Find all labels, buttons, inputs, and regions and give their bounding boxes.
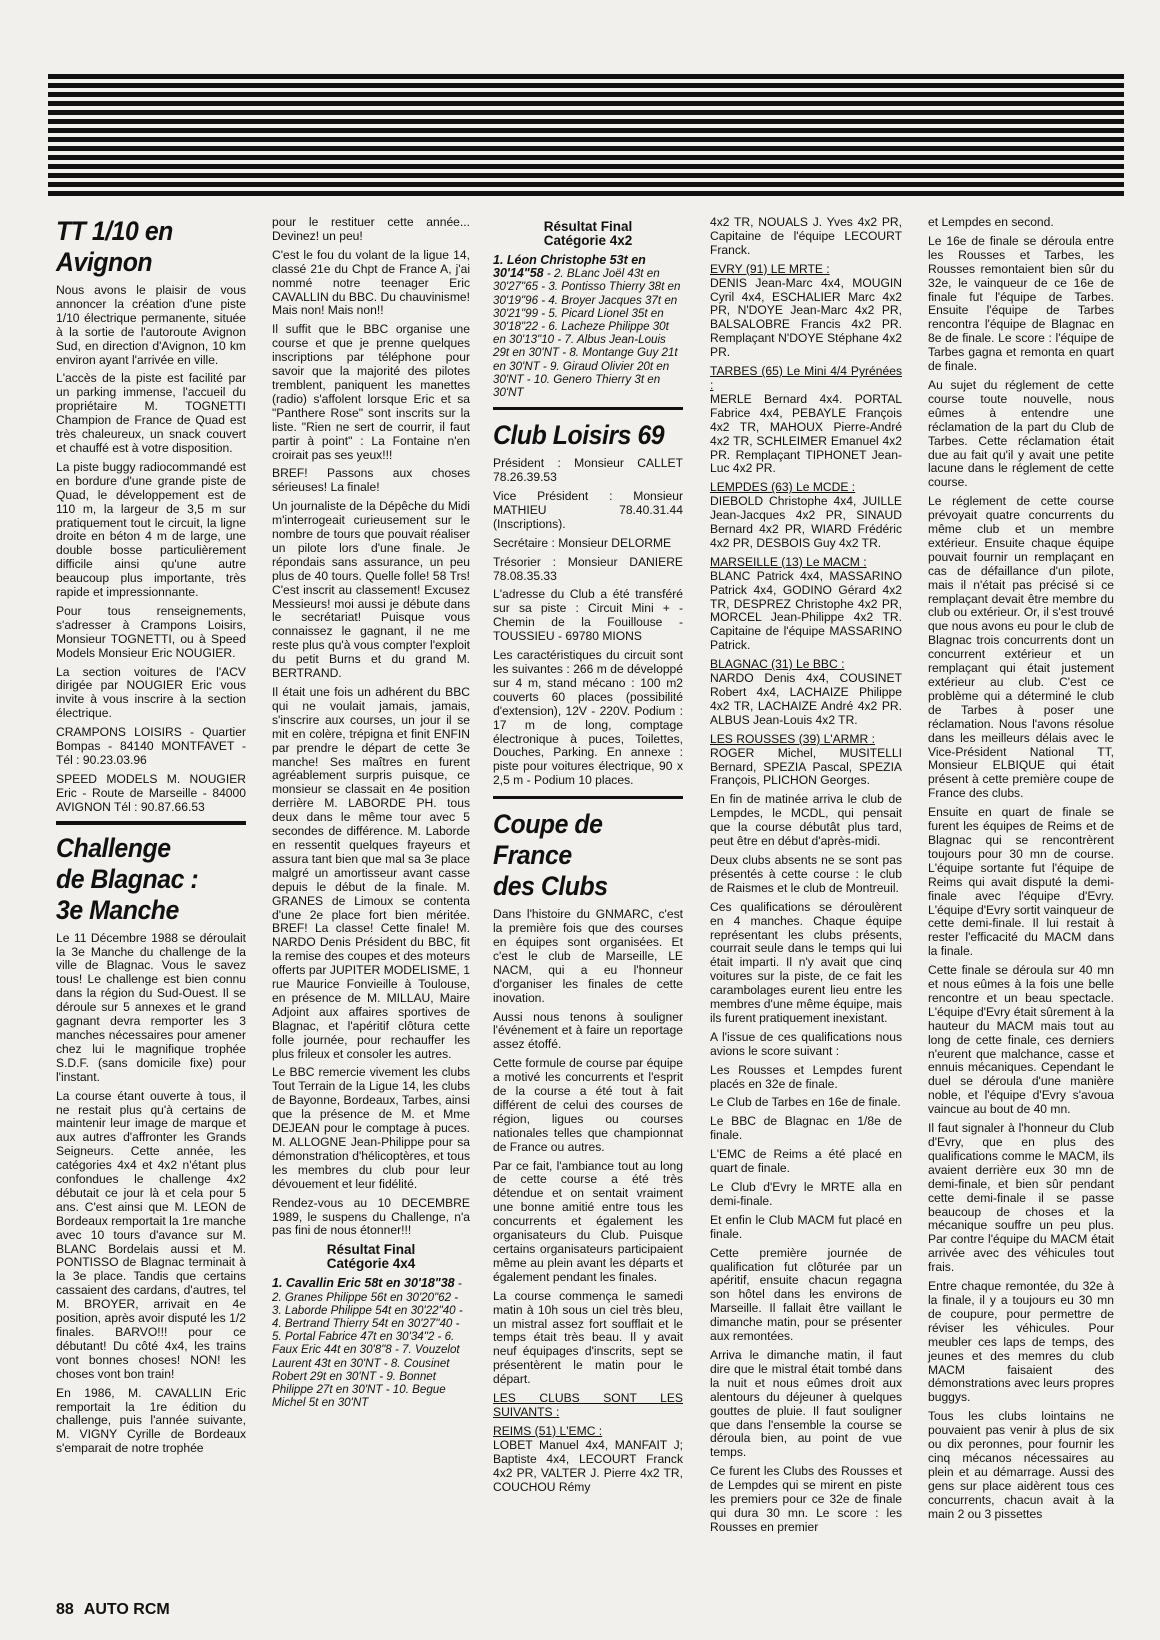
magazine-name: AUTO RCM (83, 1601, 170, 1618)
divider (56, 821, 246, 825)
paragraph: Le Club de Tarbes en 16e de finale. (710, 1095, 901, 1110)
paragraph: Secrétaire : Monsieur DELORME (493, 535, 672, 550)
paragraph: Arriva le dimanche matin, il faut dire que le mistral était tombé dans la nuit et nous eûmes droit aux alentours du déjeuner à quelques gouttes de pluie. Il faut souligner que dans l'ensemble la course se déroula bien, au point de vue temps. (710, 1347, 902, 1460)
article-title-blagnac: Challenge de Blagnac : 3e Manche (56, 832, 199, 925)
results-winner: 1. Cavallin Eric 58t en 30'18"38 (272, 1276, 455, 1291)
results-4x4 (272, 1277, 470, 1409)
paragraph: Les Rousses et Lempdes furent placés en 32e de finale. (710, 1062, 902, 1091)
paragraph: Le BBC remercie vivement les clubs Tout Terrain de la Ligue 14, les clubs de Bayonne, Bordeaux, Tarbes, ainsi que la présence de M. et Mme DEJEAN pour le comptage à puces. M. ALLOGNE Jean-Philippe pour sa démonstration d'hélicoptères, et tous les membres du club pour leur dévouement et leur fidélité. (272, 1065, 470, 1191)
paragraph: Président : Monsieur CALLET 78.26.39.53 (493, 456, 683, 485)
divider (493, 407, 683, 410)
paragraph: Trésorier : Monsieur DANIERE 78.08.35.33 (493, 554, 683, 583)
article-title-avignon: TT 1/10 en Avignon (56, 216, 173, 277)
article-title-club-loisirs: Club Loisirs 69 (493, 420, 665, 451)
column-5 (928, 216, 1114, 1526)
paragraph: L'accès de la piste est facilité par un parking immense, l'accueil du propriétaire M. TOGNETTI Champion de France de Quad est très chaleureux, un snack couvert et chauffé est à votre disposition. (56, 371, 246, 455)
paragraph: La piste buggy radiocommandé est en bordure d'une grande piste de Quad, le développement est de 110 m, la largeur de 3,5 m sur pratiquement tout le circuit, la ligne droite en béton 4 m de large, une double bosse particulièrement difficile ainsi qu'une autre beaucoup plus importante, très rapide et impressionnante. (56, 459, 246, 600)
page-footer (56, 1601, 180, 1619)
club-members: LOBET Manuel 4x4, MANFAIT J; Baptiste 4x4, LECOURT Franck 4x2 PR, VALTER J. Pierre 4x2 TR, COUCHOU Rémy (493, 1437, 683, 1494)
paragraph: L'EMC de Reims a été placé en quart de finale. (710, 1147, 902, 1176)
paragraph: Ensuite en quart de finale se furent les équipes de Reims et de Blagnac qui se rencontrèrent toujours pour 30 mn de course. L'équipe sortante fut l'équipe de Reims qui avait disputé la demi-finale avec l'équipe d'Evry. L'équipe d'Evry sortit vainqueur de cette demi-finale. Il lui restait à rester l'efficacité du MACM dans la finale. (928, 805, 1114, 959)
club-members: BLANC Patrick 4x4, MASSARINO Patrick 4x4, GODINO Gérard 4x2 TR, DESPREZ Christophe 4x2 PR, MORCEL Jean-Philippe 4x2 TR. Capitaine de l'équipe MASSARINO Patrick. (710, 568, 902, 653)
paragraph: Ce furent les Clubs des Rousses et de Lempdes qui se mirent en piste les premiers pour ce 32e de finale qui dura 30 mn. Le score : les Rousses en premier (710, 1464, 902, 1534)
club-name: REIMS (51) L'EMC : (493, 1423, 603, 1438)
paragraph: Tous les clubs lointains ne pouvaient pas venir à plus de six ou dix peronnes, pour fournir les cinq mécanos nécessaires au plein et au démarrage. Aussi des gens sur place aidèrent tous ces concurrents, chacun avait à la main 2 ou 3 pissettes (928, 1409, 1114, 1521)
clubs-heading: LES CLUBS SONT LES SUIVANTS : (493, 1391, 683, 1419)
column-2 (272, 216, 470, 1409)
paragraph: Il suffit que le BBC organise une course et que je prenne quelques inscriptions par téléphone pour savoir que la majorité des pilotes tremblent, paniquent les manettes (radio) s'affolent lorsque Eric et sa "Panthere Rose" sont inscrits sur la liste. "Rien ne sert de courrir, il faut partir à point" : La Fontaine n'en croirait pas ses yeux!!! (272, 322, 470, 462)
results-title-4x2: Résultat Final Catégorie 4x2 (543, 219, 633, 248)
paragraph: Le Club d'Evry le MRTE alla en demi-finale. (710, 1180, 902, 1208)
club-members: DIEBOLD Christophe 4x4, JUILLE Jean-Jacques 4x2 PR, SINAUD Bernard 4x2 PR, WIARD Frédéric 4x2 PR, DESBOIS Guy 4x2 TR. (710, 494, 902, 550)
paragraph: Le réglement de cette course prévoyait quatre concurrents du même club et un membre extérieur. Ensuite chaque équipe pouvait fournir un remplaçant en cas de défaillance d'un pilote, mais il n'était pas précisé si ce remplaçant devait être membre du club ou extérieur. Or, il s'est trouvé que nous avons eu pour le club de Blagnac trois concurrents dont un concurrent extérieur et un remplaçant qui était justement extérieur au club. C'est ce problème qui a déterminé le club de Tarbes à poser une réclamation. Nous l'avons résolue dans les meilleurs délais avec le Vice-Président National TT, Monsieur ELBIQUE qui était présent à cette première coupe de France des clubs. (928, 494, 1114, 801)
results-4x2 (493, 254, 683, 399)
column-4 (710, 216, 902, 1540)
paragraph: A l'issue de ces qualifications nous avions le score suivant : (710, 1029, 902, 1058)
paragraph: Entre chaque remontée, du 32e à la finale, il y a toujours eu 30 mn de coupure, pour permettre de réviser les véhicules. Pour meubler ces laps de temps, des jeunes et des memres du club MACM faisaient des démonstrations avec leurs propres buggys. (928, 1279, 1114, 1405)
paragraph: Nous avons le plaisir de vous annoncer la création d'une piste 1/10 électrique permanente, située à la sortie de l'autoroute Avignon Sud, en direction d'Avignon, 10 km environ ayant l'arrivée en ville. (56, 283, 246, 367)
paragraph: L'adresse du Club a été transféré sur sa piste : Circuit Mini + - Chemin de la Fouillouse - TOUSSIEU - 69780 MIONS (493, 587, 683, 644)
club-name: TARBES (65) Le Mini 4/4 Pyrénées : (710, 364, 902, 392)
page-number: 88 (56, 1601, 74, 1618)
club-members: 4x2 TR, NOUALS J. Yves 4x2 PR, Capitaine de l'équipe LECOURT Franck. (710, 215, 902, 257)
paragraph: Cette formule de course par équipe a motivé les concurrents et l'esprit de la course a été tout à fait différent de celui des courses de région, ligues ou courses nationales telles que championnat de France ou autres. (493, 1056, 683, 1154)
results-winner: 1. Léon Christophe 53t en 30'14"58 (493, 253, 646, 281)
paragraph: et Lempdes en second. (928, 215, 1054, 229)
paragraph: Deux clubs absents ne se sont pas présentés à cette course : le club de Raismes et le club de Montreuil. (710, 852, 902, 895)
paragraph: La course étant ouverte à tous, il ne restait plus qu'à certains de maintenir leur image de marque et aux autres d'affronter les Grands Seigneurs. Cette année, les catégories 4x4 et 4x2 n'étant plus confondues le challenge 4x2 débutait ce jour là et cela pour 5 ans. C'est ainsi que M. LEON de Bordeaux remportait la 1re manche avec 10 tours d'avance sur M. BLANC Bordelais aussi et M. PONTISSO de Blagnac terminait à la 3e place. Tandis que certains cassaient des cardans, d'autres, tel M. BROYER, arrivait en 4e position, après avoir disputé les 1/2 finales. BARVO!!! pour ce débutant! Du côté 4x4, les trains vont bonnes choses! NON! les choses vont bon train! (56, 1088, 246, 1381)
column-1 (56, 216, 246, 1461)
address-speed-models: SPEED MODELS M. NOUGIER Eric - Route de Marseille - 84000 AVIGNON Tél : 90.87.66.53 (56, 771, 246, 814)
paragraph: Un journaliste de la Dépêche du Midi m'interrogeait curieusement sur le nombre de tours que pouvait réaliser un pilote lors d'une finale. Je répondais sans assurance, un peu plus de 40 tours. Quelle folle! 58 Trs! C'est inscrit au classement! Excusez Messieurs! moi aussi je débute dans le secrétariat! Puisque vous connaissez le gagnant, il ne me reste plus qu'à vous compter l'exploit du petit Burns et du grand M. BERTRAND. (272, 499, 470, 681)
paragraph: C'est le fou du volant de la ligue 14, classé 21e du Chpt de France A, j'ai nommé notre teenager Eric CAVALLIN du BBC. Du chauvinisme! Mais non! Mais non!! (272, 247, 470, 318)
club-name: LEMPDES (63) Le MCDE : (710, 480, 856, 495)
club-name: MARSEILLE (13) Le MACM : (710, 554, 867, 569)
paragraph: Cette première journée de qualification fut clôturée par un apéritif, ensuite chacun regagna son hôtel dans les environs de Marseille. Il fallait être vaillant le dimanche matin, pour se présenter aux remontées. (710, 1245, 902, 1344)
paragraph: Le 16e de finale se déroula entre les Rousses et Tarbes, les Rousses remontaient bien sûr du 32e, le vainqueur de ce 16e de finale fut l'équipe de Tarbes. Ensuite l'équipe de Tarbes rencontra l'équipe de Blagnac en 8e de finale. Le score : l'équipe de Tarbes gagna et remonta en quart de finale. (928, 233, 1114, 374)
divider (493, 796, 683, 799)
club-members: ROGER Michel, MUSITELLI Bernard, SPEZIA Pascal, SPEZIA François, PLICHON Georges. (710, 745, 902, 788)
paragraph: Il était une fois un adhérent du BBC qui ne voulait jamais, jamais, s'inscrire aux courses, un jour il se mit en colère, trépigna et finit ENFIN par prendre le départ de cette 3e manche! Ses maîtres en furent agréablement surpris puisque, ce monsieur se classait en 4e position derrière M. LABORDE PH. tous deux dans le même tour avec 5 secondes de différence. M. Laborde en ressentit quelques frayeurs et assura tant bien que mal sa 3e place malgré un amortisseur avant casse depuis le début de la finale. M. GRANES de Limoux se contenta d'une 2e place fort bien méritée. BREF! La classe! Cette finale! M. NARDO Denis Président du BBC, fit la remise des coupes et des moteurs offerts par JUPITER MODELISME, 1 rue Maurice Fonvieille à Toulouse, en présence de M. MILLAU, Maire Adjoint aux affaires sportives de Blagnac, et l'apéritif clôtura cette folle journée, pour rechauffer les plus frileux et consoler les autres. (272, 685, 470, 1061)
header-stripes (48, 74, 1124, 198)
club-members: MERLE Bernard 4x4. PORTAL Fabrice 4x4, PEBAYLE François 4x2 TR, MAHOUX Pierre-André 4x2 TR, SCHLEIMER Emanuel 4x2 PR. Remplaçant TIPHONET Jean-Luc 4x2 PR. (710, 391, 902, 476)
paragraph: Le BBC de Blagnac en 1/8e de finale. (710, 1114, 902, 1143)
article-title-coupe-de-france: Coupe de France des Clubs (493, 809, 608, 902)
address-crampons: CRAMPONS LOISIRS - Quartier Bompas - 84140 MONTFAVET - Tél : 90.23.03.96 (56, 725, 246, 767)
paragraph: Vice Président : Monsieur MATHIEU 78.40.31.44 (Inscriptions). (493, 489, 683, 531)
club-members: DENIS Jean-Marc 4x4, MOUGIN Cyril 4x4, ESCHALIER Marc 4x2 PR, N'DOYE Jean-Marc 4x2 PR, BALSALOBRE Francis 4x2 PR. Remplaçant N'DOYE Stéphane 4x2 PR. (710, 275, 902, 360)
paragraph: Rendez-vous au 10 DECEMBRE 1989, le suspens du Challenge, n'a pas fini de nous étonner!!! (272, 1195, 470, 1238)
results-list: - 2. BLanc Joël 43t en 30'27"65 - 3. Pontisso Thierry 38t en 30'19"96 - 4. Broyer Jacques 37t en 30'21"99 - 5. Picard Lionel 35t en 30'18"22 - 6. Lacheze Philippe 30t en 30'13"10 - 7. Albus Jean-Louis 29t en 30'NT - 8. Montange Guy 21t en 30'NT - 9. Giraud Olivier 20t en 30'NT - 10. Genero Thierry 3t en 30'NT (493, 267, 681, 400)
paragraph: En 1986, M. CAVALLIN Eric remportait la 1re édition du challenge, puis l'année suivante, M. VIGNY Cyrille de Bordeaux s'emparait de notre trophée (56, 1385, 246, 1456)
paragraph: Pour tous renseignements, s'adresser à Crampons Loisirs, Monsieur TOGNETTI, ou à Speed Models Monsieur Eric NOUGIER. (56, 603, 246, 660)
paragraph: Aussi nous tenons à souligner l'événement et à faire un reportage assez étoffé. (493, 1009, 683, 1052)
results-list: - 2. Granes Philippe 56t en 30'20"62 - 3. Laborde Philippe 54t en 30'22"40 - 4. Bertrand Thierry 54t en 30'27"40 - 5. Portal Fabrice 47t en 30'34"2 - 6. Faux Eric 44t en 30'8"8 - 7. Vouzelot Laurent 43t en 30'NT - 8. Cousinet Robert 29t en 30'NT - 9. Bonnet Philippe 27t en 30'NT - 10. Begue Michel 5t en 30'NT (272, 1277, 463, 1410)
paragraph: En fin de matinée arriva le club de Lempdes, le MCDL, qui pensait que la course débutât plus tard, peut être en début d'après-midi. (710, 792, 902, 849)
paragraph: BREF! Passons aux choses sérieuses! La finale! (272, 466, 470, 495)
results-title-4x4: Résultat Final Catégorie 4x4 (326, 1242, 416, 1272)
club-members: NARDO Denis 4x4, COUSINET Robert 4x4, LACHAIZE Philippe 4x2 TR, LACHAIZE André 4x2 PR. ALBUS Jean-Louis 4x2 TR. (710, 671, 902, 727)
paragraph: Au sujet du réglement de cette course toute nouvelle, nous eûmes à entendre une réclamation de la part du Club de Tarbes. Cette réclamation était due au fait qu'il y avait une petite lacune dans le réglement de cette course. (928, 377, 1114, 490)
paragraph: pour le restituer cette année... Devinez! un peu! (272, 215, 470, 243)
paragraph: Par ce fait, l'ambiance tout au long de cette course a été très détendue et on sentait vraiment une bonne amitié entre tous les concurrents et également les organisateurs du Club. Puisque certains organisateurs participaient même au plein avant les départs et également pendant les finales. (493, 1158, 683, 1284)
paragraph: Dans l'histoire du GNMARC, c'est la première fois que des courses en équipes sont organisées. Et c'est le club de Marseille, LE NACM, qui a eu l'honneur d'organiser les finales de cette inovation. (493, 907, 683, 1005)
club-name: BLAGNAC (31) Le BBC : (710, 657, 845, 672)
paragraph: Il faut signaler à l'honneur du Club d'Evry, que en plus des qualifications comme le MACM, ils avaient derrière eux 30 mn de demi-finale, et bien sûr pendant cette demi-finale il se passe beaucoup de choses et la mécanique souffre un peu plus. Par contre l'équipe du MACM était arrivée avec des véhicules tout frais. (928, 1121, 1114, 1275)
club-name: LES ROUSSES (39) L'ARMR : (710, 731, 875, 746)
paragraph: La section voitures de l'ACV dirigée par NOUGIER Eric vous invite à vous inscrire à la section électrique. (56, 664, 246, 721)
paragraph: Cette finale se déroula sur 40 mn et nous eûmes à la fois une belle rencontre et un beau spectacle. L'équipe d'Evry était sûrement à la hauteur du MACM mais tout au long de cette finale, ces derniers n'eurent que malchance, casse et ennuis mécaniques. Cependant le duel se déroula d'une manière noble, et l'équipe d'Evry s'avoua vaincue au bout de 40 mn. (928, 963, 1114, 1117)
column-3 (493, 216, 683, 1499)
paragraph: Et enfin le Club MACM fut placé en finale. (710, 1212, 902, 1241)
paragraph: Les caractéristiques du circuit sont les suivantes : 266 m de développé sur 4 m, stand mécano : 100 m2 couverts 60 places (possibilité d'extension), 12V - 220V. Podium : 17 m de long, comptage électronique à puces, Toilettes, Douches, Parking. En annexe : piste pour voitures électrique, 90 x 2,5 m - Podium 10 places. (493, 648, 683, 788)
paragraph: Le 11 Décembre 1988 se déroulait la 3e Manche du challenge de la ville de Blagnac. Vous le savez tous! Le challenge est bien connu dans la région du Sud-Ouest. Il se déroule sur 5 annexes et le grand gagnant devra remporter les 3 manches nécessaires pour amener chez lui le magnifique trophée S.D.F. (sans domicile fixe) pour l'instant. (56, 930, 246, 1084)
paragraph: La course commença le samedi matin à 10h sous un ciel très bleu, un mistral assez fort soufflait et le temps était très beau. Il y avait neuf équipages d'inscrits, sept se présentèrent le matin pour le départ. (493, 1288, 683, 1387)
paragraph: Ces qualifications se déroulèrent en 4 manches. Chaque équipe représentant les clubs présents, courrait seule dans le temps qui lui était imparti. Il n'y avait que cinq voitures sur la piste, de ce fait les carambolages eurent lieu entre les membres d'une même équipe, mais ils furent pratiquement inexistant. (710, 899, 902, 1025)
club-name: EVRY (91) LE MRTE : (710, 261, 830, 276)
